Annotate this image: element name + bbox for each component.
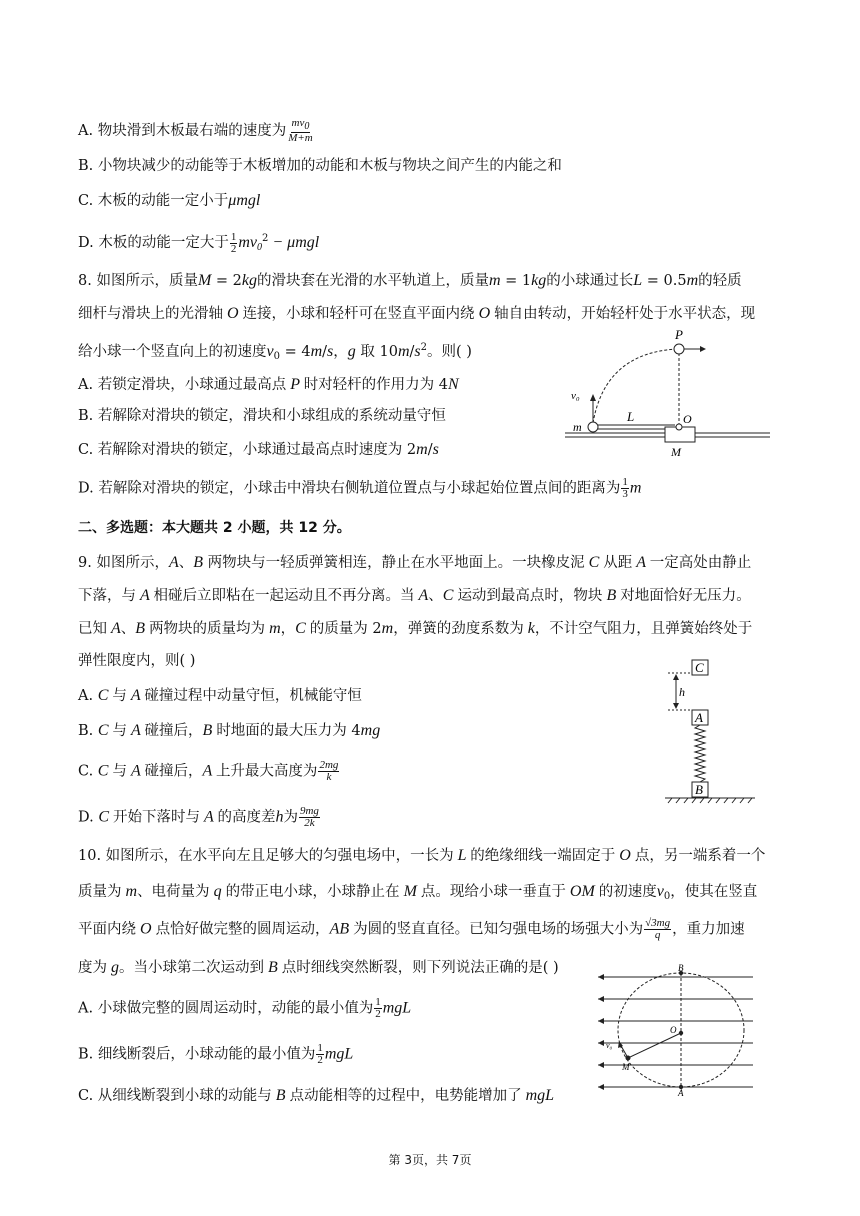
svg-text:P: P [675,327,683,342]
q7-option-d: D. 木板的动能一定大于 $\frac{1}{2}$ $mv_0^2 - \mu mgl$ [78,230,320,255]
q8-stem-line2: 细杆与滑块上的光滑轴 O 连接，小球和轻杆可在竖直平面内绕 O 轴自由转动，开始轻杆处于水平状态，现 [78,305,756,322]
q10-option-c: C. 从细线断裂到小球的动能与 B 点动能相等的过程中，电势能增加了 mgL [78,1087,555,1104]
svg-text:O: O [683,412,692,426]
q7-option-c: C. 木板的动能一定小于μmgl [78,192,261,209]
svg-text:L: L [627,409,635,424]
svg-text:O: O [670,1025,677,1035]
q9-option-c: C. C 与 A 碰撞后，A 上升最大高度为 $\frac{2mg}{k}$ [78,759,339,783]
svg-text:C: C [695,660,704,675]
q10-option-b: B. 细线断裂后，小球动能的最小值为 $\frac{1}{2}$ mgL [78,1042,354,1066]
q7-option-b: B. 小物块减少的动能等于木板增加的动能和木板与物块之间产生的内能之和 [78,158,562,174]
q8-option-d: D. 若解除对滑块的锁定，小球击中滑块右侧轨道位置点与小球起始位置点间的距离为 $\frac{1}{3}$ m [78,476,642,500]
q8-option-c: C. 若解除对滑块的锁定，小球通过最高点时速度为 2m/s [78,441,439,458]
q8-option-b: B. 若解除对滑块的锁定，滑块和小球组成的系统动量守恒 [78,408,446,424]
svg-text:A: A [695,710,703,725]
section-heading-multiple-choice: 二、多选题：本大题共 2 小题，共 12 分。 [78,520,351,536]
q8-diagram [565,325,775,465]
q9-diagram [660,655,760,805]
q10-stem-line2: 质量为 m、电荷量为 q 的带正电小球，小球静止在 M 点。现给小球一垂直于 OM 的初速度$v_0$，使其在竖直 [78,883,758,902]
q10-stem-line3: 平面内绕 O 点恰好做完整的圆周运动，AB 为圆的竖直直径。已知匀强电场的场强大小为 $\frac{√3mg}{q}$ ，重力加速 [78,917,745,941]
svg-text:M: M [671,445,681,459]
svg-text:M: M [622,1062,630,1072]
svg-text:A: A [678,1088,684,1096]
svg-text:m: m [573,420,582,434]
svg-text:B: B [678,963,684,973]
q8-stem-line1: 8. 如图所示，质量M = 2kg的滑块套在光滑的水平轨道上，质量m = 1kg的小球通过长L = 0.5m的轻质 [78,272,742,289]
svg-text:v₀: v₀ [571,390,580,402]
q9-option-a: A. C 与 A 碰撞过程中动量守恒，机械能守恒 [78,687,362,704]
svg-text:v₀: v₀ [606,1041,613,1050]
q9-option-b: B. C 与 A 碰撞后，B 时地面的最大压力为 4mg [78,722,381,739]
svg-text:h: h [679,685,685,699]
q9-option-d: D. C 开始下落时与 A 的高度差h为 $\frac{9mg}{2k}$ [78,805,319,829]
q8-option-a: A. 若锁定滑块，小球通过最高点 P 时对轻杆的作用力为 4N [78,376,459,393]
q10-option-a: A. 小球做完整的圆周运动时，动能的最小值为 $\frac{1}{2}$ mgL [78,996,412,1020]
q9-stem-line2: 下落，与 A 相碰后立即粘在一起运动且不再分离。当 A、C 运动到最高点时，物块 B 对地面恰好无压力。 [78,587,751,604]
q9-stem-line4: 弹性限度内，则( ) [78,653,196,669]
svg-text:B: B [695,782,703,797]
q9-stem-line1: 9. 如图所示，A、B 两物块与一轻质弹簧相连，静止在水平地面上。一块橡皮泥 C 从距 A 一定高处由静止 [78,554,752,571]
page-footer: 第 3页，共 7页 [388,1153,472,1167]
q10-stem-line1: 10. 如图所示，在水平向左且足够大的匀强电场中，一长为 L 的绝缘细线一端固定于 O 点，另一端系着一个 [78,847,766,864]
q8-stem-line3: 给小球一个竖直向上的初速度$v_0 = 4m/s$，g 取 $10m/s^2$。则( ) [78,342,472,362]
q7-option-a: A. 物块滑到木板最右端的速度为 $\frac{mv0}{M+m}$ [78,117,313,144]
q10-diagram [598,962,758,1096]
q10-stem-line4: 度为 g。当小球第二次运动到 B 点时细线突然断裂，则下列说法正确的是( ) [78,959,559,976]
q9-stem-line3: 已知 A、B 两物块的质量均为 m，C 的质量为 2m，弹簧的劲度系数为 k，不计空气阻力，且弹簧始终处于 [78,620,753,637]
